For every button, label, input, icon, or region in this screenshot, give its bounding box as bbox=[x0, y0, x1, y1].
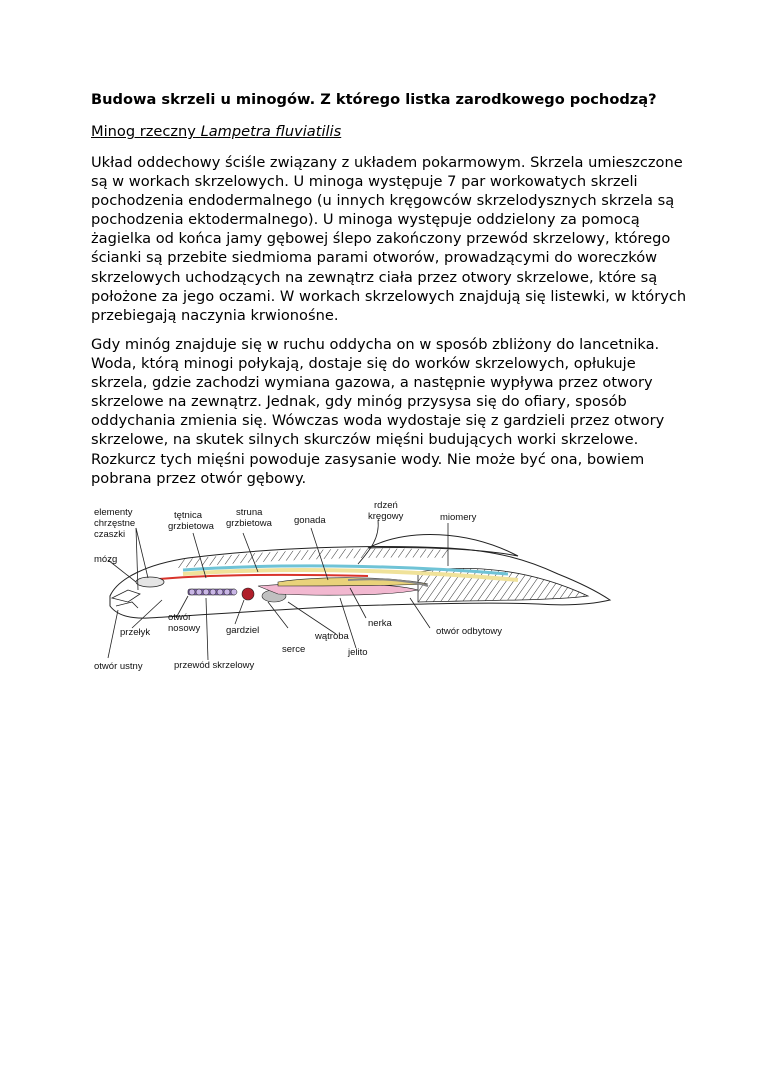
label-miomery: miomery bbox=[440, 512, 477, 523]
text-line: Woda, którą minogi połykają, dostaje się do worków skrzelowych, opłukuje bbox=[91, 355, 636, 373]
label-tetnica-grzbietowa: grzbietowa bbox=[168, 521, 214, 532]
species-common-name: Minog rzeczny bbox=[91, 123, 196, 140]
heart bbox=[242, 588, 254, 600]
label-otwor-nosowy-1: otwór bbox=[168, 612, 192, 623]
lamprey-diagram bbox=[88, 498, 628, 680]
text-line: położone za jego oczami. W workach skrzelowych znajdują się listewki, w których bbox=[91, 287, 687, 305]
text-line: ścianki są przebite siedmioma parami otworów, prowadzącymi do woreczków bbox=[91, 249, 658, 267]
text-line: są w workach skrzelowych. U minoga występuje 7 par workowatych skrzeli bbox=[91, 173, 638, 191]
label-elementy: elementy bbox=[94, 507, 133, 518]
label-rdzen: rdzeń bbox=[374, 500, 398, 511]
paragraph-breathing bbox=[91, 335, 691, 488]
label-gonada: gonada bbox=[294, 515, 326, 526]
text-line: przebiegają naczynia krwionośne. bbox=[91, 306, 339, 324]
label-jelito: jelito bbox=[348, 647, 368, 658]
text-line: skrzelowe na zewnątrz. Jednak, gdy minóg przysysa się do ofiary, sposób bbox=[91, 393, 627, 411]
lamprey-anatomy-figure bbox=[88, 498, 628, 680]
text-line: Układ oddechowy ściśle związany z układem pokarmowym. Skrzela umieszczone bbox=[91, 154, 683, 171]
text-line: pochodzenia ektodermalnego). U minoga występuje oddzielony za pomocą bbox=[91, 211, 640, 229]
species-latin-name: Lampetra fluviatilis bbox=[200, 123, 342, 140]
text-line: Rozkurcz tych mięśni powoduje zasysanie wody. Nie może być ona, bowiem bbox=[91, 450, 645, 468]
text-line: skrzela, gdzie zachodzi wymiana gazowa, a następnie wypływa przez otwory bbox=[91, 374, 653, 392]
text-line: skrzelowe, na skutek silnych skurczów mięśni budujących worki skrzelowe. bbox=[91, 431, 639, 449]
label-gardziel: gardziel bbox=[226, 625, 260, 636]
label-nerka: nerka bbox=[368, 618, 392, 629]
label-otwor-nosowy-2: nosowy bbox=[168, 623, 201, 634]
label-tetnica: tętnica bbox=[174, 510, 202, 521]
text-line: pobrana przez otwór gębowy. bbox=[91, 469, 307, 487]
label-watroba: wątroba bbox=[315, 631, 349, 642]
text-line: oddychania zmienia się. Wówczas woda wydostaje się z gardzieli przez otwory bbox=[91, 412, 665, 430]
label-przewod-skrzelowy: przewód skrzelowy bbox=[174, 660, 255, 671]
text-line: żagielka od końca jamy gębowej ślepo zakończony przewód skrzelowy, którego bbox=[91, 230, 671, 248]
label-serce: serce bbox=[282, 644, 306, 655]
label-struna-grzbietowa: grzbietowa bbox=[226, 518, 272, 529]
paragraph-respiratory-system bbox=[91, 153, 691, 325]
label-struna: struna bbox=[236, 507, 263, 518]
label-otwor-odbytowy: otwór odbytowy bbox=[436, 626, 503, 637]
document-heading: Budowa skrzeli u minogów. Z którego listka zarodkowego pochodzą? bbox=[91, 91, 657, 108]
text-line: skrzelowych uchodzących na zewnątrz ciała przez otwory skrzelowe, które są bbox=[91, 268, 658, 286]
label-przelyk: przełyk bbox=[120, 627, 151, 638]
label-otwor-ustny: otwór ustny bbox=[94, 661, 143, 672]
text-line: pochodzenia endodermalnego (u innych kręgowców skrzelodysznych skrzela są bbox=[91, 192, 675, 210]
label-czaszki: czaszki bbox=[94, 529, 126, 540]
label-chrzestne: chrzęstne bbox=[94, 518, 136, 529]
label-kregowy: kręgowy bbox=[368, 511, 404, 522]
text-line: Gdy minóg znajduje się w ruchu oddycha on w sposób zbliżony do lancetnika. bbox=[91, 336, 660, 353]
brain bbox=[136, 577, 164, 587]
label-mozg: mózg bbox=[94, 554, 118, 565]
species-subtitle bbox=[91, 122, 691, 142]
